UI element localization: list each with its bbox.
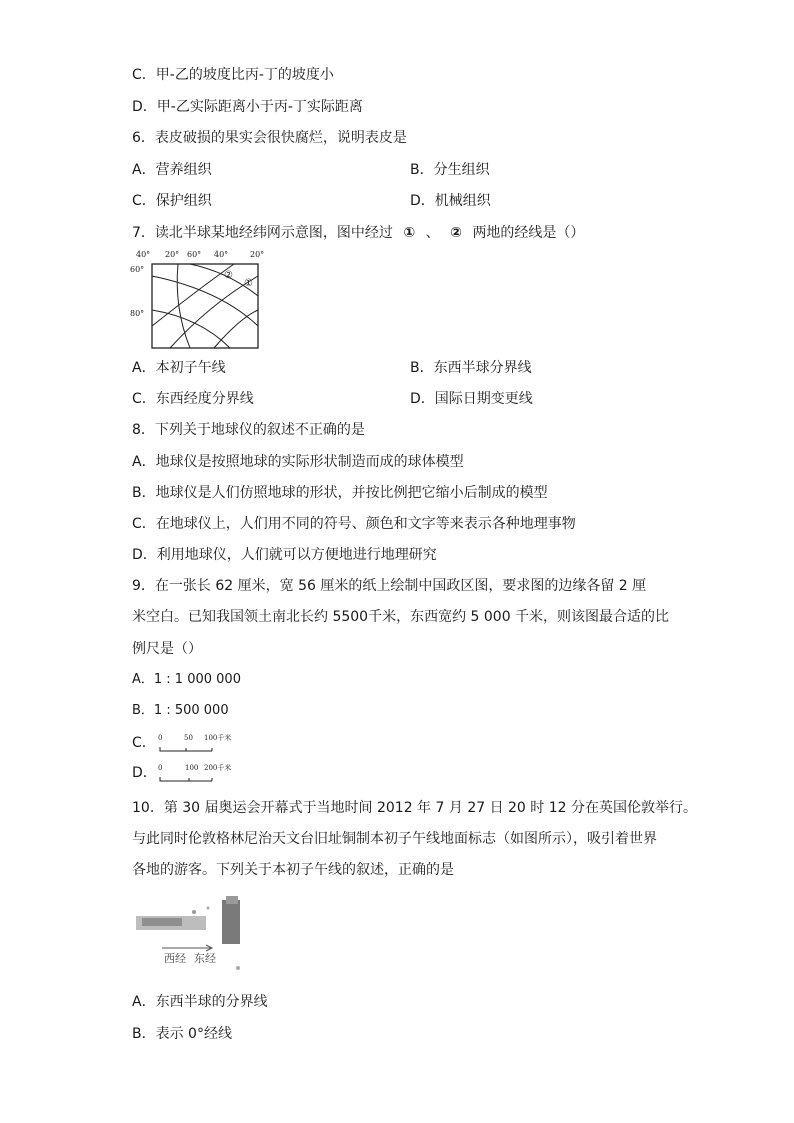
scale-tick-label: 100千米 (204, 734, 232, 742)
option-6c: C．保护组织 (132, 193, 212, 209)
option-8d: D．利用地球仪，人们就可以方便地进行地理研究 (132, 547, 437, 563)
question-9-line-3: 例尺是（） (132, 641, 202, 657)
question-7-text: 7．读北半球某地经纬网示意图，图中经过 (132, 225, 393, 241)
question-9-line-2: 米空白。已知我国领土南北长约 5500千米，东西宽约 5 000 千米，则该图最合适的比 (132, 609, 670, 625)
photo-monument (222, 900, 240, 944)
prime-meridian-marker-photo (134, 896, 254, 978)
top-label: 60° (187, 250, 202, 259)
parallel-arc (152, 310, 230, 348)
top-label: 20° (165, 250, 180, 259)
scale-tick-label: 50 (184, 734, 193, 742)
meridian-line (152, 264, 234, 326)
left-label: 80° (130, 309, 145, 318)
question-10-line-2: 与此同时伦敦格林尼治天文台旧址铜制本初子午线地面标志（如图所示），吸引着世界 (132, 831, 657, 847)
option-6d: D．机械组织 (410, 193, 491, 209)
option-6b: B．分生组织 (410, 162, 490, 178)
scale-tick-label: 0 (158, 764, 163, 772)
scale-bar-d (156, 761, 246, 785)
option-7d: D．国际日期变更线 (410, 391, 533, 407)
photo-speck (192, 910, 196, 914)
option-8c: C．在地球仪上，人们用不同的符号、颜色和文字等来表示各种地理事物 (132, 516, 576, 532)
top-label: 40° (214, 250, 229, 259)
photo-speck (236, 966, 240, 970)
option-8a: A．地球仪是按照地球的实际形状制造而成的球体模型 (132, 454, 464, 470)
left-label: 60° (130, 265, 145, 274)
top-label: 40° (136, 250, 151, 259)
caption-west: 西经 (164, 952, 186, 965)
parallel-arc (152, 276, 258, 326)
scale-tick-label: 100 (185, 764, 199, 772)
option-9b: B．1 : 500 000 (132, 703, 229, 718)
option-6a: A．营养组织 (132, 162, 212, 178)
separator: 、 (425, 225, 440, 241)
meridian-line (177, 264, 190, 348)
top-label: 20° (250, 250, 265, 259)
question-9-line-1: 9．在一张长 62 厘米，宽 56 厘米的纸上绘制中国政区图，要求图的边缘各留 2 厘 (132, 578, 647, 594)
photo-ground-dark (142, 918, 182, 926)
line-q5c: C．甲-乙的坡度比丙-丁的坡度小 (132, 67, 334, 83)
option-7a: A．本初子午线 (132, 360, 226, 376)
photo-speck (207, 907, 210, 910)
question-7 (132, 224, 584, 242)
option-7b: B．东西半球分界线 (410, 360, 532, 376)
question-8: 8．下列关于地球仪的叙述不正确的是 (132, 422, 365, 438)
option-10a: A．东西半球的分界线 (132, 994, 268, 1010)
question-10-line-3: 各地的游客。下列关于本初子午线的叙述，正确的是 (132, 862, 454, 878)
grid-frame (152, 264, 258, 348)
option-10b: B．表示 0°经线 (132, 1026, 232, 1042)
marker-1: ① (403, 225, 416, 241)
caption-east: 东经 (194, 952, 216, 965)
scale-line (160, 747, 212, 751)
option-9c: C． (132, 735, 156, 751)
scale-tick-label: 0 (158, 734, 163, 742)
line-q5d: D．甲-乙实际距离小于丙-丁实际距离 (132, 99, 363, 115)
grid-marker-1: ① (244, 278, 253, 289)
option-9d: D． (132, 765, 157, 781)
question-10-line-1: 10．第 30 届奥运会开幕式于当地时间 2012 年 7 月 27 日 20 时 12 分在英国伦敦举行。 (132, 800, 698, 816)
meridian-line (214, 310, 258, 348)
scale-bar-c (156, 731, 246, 755)
scale-tick-label: 200千米 (204, 764, 232, 772)
lat-lon-grid-figure (130, 248, 270, 352)
photo-monument-top (226, 896, 238, 904)
marker-2: ② (450, 225, 462, 241)
option-9a: A．1 : 1 000 000 (132, 672, 241, 687)
question-7-tail: 两地的经线是（） (472, 225, 585, 241)
scale-line (160, 777, 212, 781)
option-8b: B．地球仪是人们仿照地球的形状，并按比例把它缩小后制成的模型 (132, 485, 548, 501)
question-6: 6．表皮破损的果实会很快腐烂，说明表皮是 (132, 130, 407, 146)
option-7c: C．东西经度分界线 (132, 391, 254, 407)
meridian-arrow (162, 945, 212, 951)
grid-marker-2: ② (224, 270, 233, 281)
